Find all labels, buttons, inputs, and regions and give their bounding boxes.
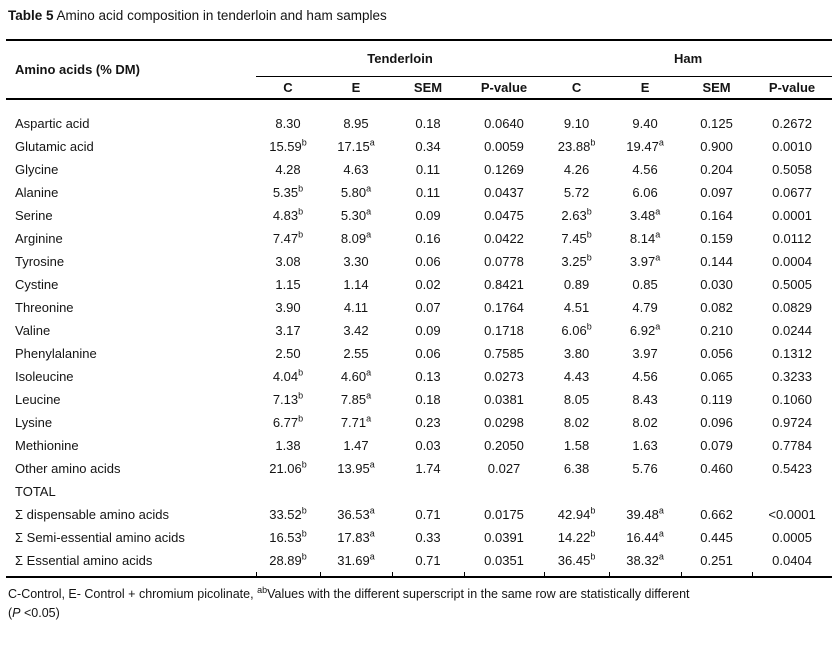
value-cell: 2.50 (275, 346, 301, 361)
value-cell: 0.159 (700, 231, 733, 246)
row-label: Leucine (15, 392, 61, 407)
table-row (6, 549, 832, 572)
table-row (6, 227, 832, 250)
value-cell: 4.79 (632, 300, 658, 315)
value-cell: 6.06 (632, 185, 658, 200)
value-cell: 42.94$^b$ (557, 505, 596, 522)
table-caption-text: Amino acid composition in tenderloin and ham samples (53, 8, 387, 23)
value-cell: 4.04$^b$ (272, 367, 304, 384)
value-cell: 0.06 (415, 346, 441, 361)
value-cell: 0.03 (415, 438, 441, 453)
superscript-b: b (586, 321, 592, 332)
value-cell: 8.02 (632, 415, 658, 430)
row-label: Tyrosine (15, 254, 65, 269)
value-cell: 38.32$^a$ (626, 551, 664, 568)
table-body (6, 99, 832, 577)
value-cell: 3.42 (343, 323, 369, 338)
value-cell (544, 480, 609, 503)
superscript-a: a (369, 459, 375, 470)
value-cell: 7.85$^a$ (340, 390, 372, 407)
value-cell: 8.05 (563, 392, 590, 407)
row-label: Σ Semi-essential amino acids (15, 530, 185, 545)
group-header-ham: Ham (544, 40, 832, 76)
table-row (6, 480, 832, 503)
value-cell: 0.2672 (772, 116, 812, 131)
value-cell: 0.460 (700, 461, 733, 476)
value-cell: 3.48$^a$ (629, 206, 661, 223)
value-cell: 3.30 (343, 254, 369, 269)
value-cell: 7.45$^b$ (561, 229, 592, 246)
value-cell: 0.2050 (484, 438, 524, 453)
value-cell: 28.89$^b$ (269, 551, 307, 568)
value-cell: 0.079 (700, 438, 733, 453)
col-header-tenderloin-pvalue: P-value (464, 76, 544, 99)
value-cell: 6.92$^a$ (629, 321, 661, 338)
value-cell: 7.13$^b$ (272, 390, 304, 407)
value-cell: 9.40 (632, 116, 658, 131)
value-cell: 0.030 (700, 277, 733, 292)
value-cell: 31.69$^a$ (337, 551, 375, 568)
value-cell: 0.164 (700, 208, 733, 223)
value-cell: 0.8421 (484, 277, 524, 292)
value-cell: 4.60$^a$ (340, 367, 372, 384)
superscript-a: a (658, 528, 664, 539)
superscript-a: a (369, 528, 375, 539)
column-tick (464, 572, 544, 577)
value-cell: 0.125 (700, 116, 733, 131)
value-cell: 0.09 (415, 323, 441, 338)
value-cell: 0.33 (415, 530, 441, 545)
superscript-b: b (586, 229, 592, 240)
value-cell: 0.9724 (772, 415, 812, 430)
value-cell: 0.7585 (484, 346, 524, 361)
row-label: Phenylalanine (15, 346, 97, 361)
value-cell: 8.09$^a$ (340, 229, 372, 246)
value-cell: 0.251 (700, 553, 733, 568)
header-spacer-row (6, 99, 832, 112)
value-cell (681, 480, 752, 503)
superscript-b: b (590, 137, 596, 148)
value-cell: 0.0351 (484, 553, 524, 568)
row-label: Alanine (15, 185, 59, 200)
value-cell: 3.90 (275, 300, 301, 315)
value-cell: 4.56 (632, 369, 658, 384)
value-cell: 0.16 (415, 231, 441, 246)
footnote-segment: <0.05) (20, 606, 60, 620)
value-cell: 0.89 (563, 277, 590, 292)
group-header-tenderloin: Tenderloin (256, 40, 544, 76)
value-cell: 7.71$^a$ (340, 413, 372, 430)
value-cell: 0.09 (415, 208, 441, 223)
amino-acid-table (6, 39, 832, 578)
value-cell: 33.52$^b$ (269, 505, 307, 522)
value-cell: 0.0404 (772, 553, 812, 568)
footnote-segment: ab (257, 584, 268, 595)
value-cell: 6.77$^b$ (272, 413, 304, 430)
col-header-ham-sem: SEM (681, 76, 752, 99)
table-caption-number: Table 5 (8, 8, 54, 23)
value-cell: 0.0437 (484, 185, 524, 200)
superscript-b: b (301, 137, 307, 148)
value-cell: 8.02 (563, 415, 590, 430)
superscript-a: a (655, 206, 661, 217)
superscript-b: b (298, 206, 304, 217)
value-cell: 14.22$^b$ (557, 528, 596, 545)
row-label: Valine (15, 323, 51, 338)
value-cell: 16.44$^a$ (626, 528, 664, 545)
value-cell: 0.18 (415, 116, 441, 131)
value-cell: 0.5005 (772, 277, 812, 292)
value-cell: 0.204 (700, 162, 733, 177)
value-cell: 0.0381 (484, 392, 524, 407)
superscript-b: b (301, 551, 307, 562)
value-cell: 1.38 (275, 438, 301, 453)
table-row (6, 411, 832, 434)
value-cell: 0.0475 (484, 208, 524, 223)
value-cell: 0.0244 (772, 323, 812, 338)
superscript-a: a (369, 551, 375, 562)
superscript-a: a (658, 137, 664, 148)
superscript-b: b (301, 528, 307, 539)
value-cell (392, 480, 464, 503)
value-cell: 0.0010 (772, 139, 812, 154)
value-cell: 4.56 (632, 162, 658, 177)
col-header-tenderloin-e: E (320, 76, 392, 99)
row-label: Glycine (15, 162, 59, 177)
value-cell: 0.1718 (484, 323, 524, 338)
value-cell: 0.0004 (772, 254, 812, 269)
value-cell: 0.5058 (772, 162, 812, 177)
row-label: Cystine (15, 277, 59, 292)
superscript-a: a (658, 505, 664, 516)
column-tick (681, 572, 752, 577)
value-cell: 0.85 (632, 277, 658, 292)
value-cell: 3.97 (632, 346, 658, 361)
value-cell: 0.13 (415, 369, 441, 384)
value-cell: 8.95 (343, 116, 369, 131)
value-cell: 17.15$^a$ (337, 137, 375, 154)
row-label: Serine (15, 208, 53, 223)
footnote-segment: P (12, 606, 21, 620)
superscript-b: b (590, 528, 596, 539)
value-cell: 0.096 (700, 415, 733, 430)
table-row (6, 365, 832, 388)
col-header-ham-e: E (609, 76, 681, 99)
superscript-b: b (586, 252, 592, 263)
value-cell: 5.80$^a$ (340, 183, 372, 200)
value-cell: 36.53$^a$ (337, 505, 375, 522)
column-tick (256, 572, 320, 577)
value-cell: 0.07 (415, 300, 441, 315)
table-row (6, 503, 832, 526)
col-header-ham-c: C (544, 76, 609, 99)
value-cell (752, 480, 832, 503)
value-cell: 5.30$^a$ (340, 206, 372, 223)
row-label: Arginine (15, 231, 63, 246)
row-label: Σ Essential amino acids (15, 553, 153, 568)
value-cell: 5.35$^b$ (272, 183, 304, 200)
value-cell: 0.0391 (484, 530, 524, 545)
footnote-segment: ( (8, 606, 13, 620)
table-row (6, 181, 832, 204)
superscript-b: b (298, 229, 304, 240)
value-cell: 0.210 (700, 323, 733, 338)
value-cell: 0.23 (415, 415, 441, 430)
superscript-b: b (586, 206, 592, 217)
superscript-a: a (366, 367, 372, 378)
value-cell: 0.0001 (772, 208, 812, 223)
value-cell: 0.0175 (484, 507, 524, 522)
value-cell (320, 480, 392, 503)
superscript-b: b (590, 505, 596, 516)
superscript-b: b (301, 459, 307, 470)
value-cell: 3.17 (275, 323, 301, 338)
row-label: Methionine (15, 438, 79, 453)
table-row (6, 526, 832, 549)
value-cell: 1.74 (415, 461, 441, 476)
value-cell: 8.43 (632, 392, 658, 407)
value-cell: 15.59$^b$ (269, 137, 307, 154)
col-header-ham-pvalue: P-value (752, 76, 832, 99)
value-cell: 0.34 (415, 139, 441, 154)
value-cell: 0.0112 (772, 231, 812, 246)
value-cell: 4.11 (343, 300, 369, 315)
value-cell: 3.80 (563, 346, 590, 361)
table-row (6, 112, 832, 135)
value-cell: 0.027 (487, 461, 521, 476)
value-cell: 0.065 (700, 369, 733, 384)
value-cell: 36.45$^b$ (557, 551, 596, 568)
value-cell: 0.02 (415, 277, 441, 292)
value-cell: 16.53$^b$ (269, 528, 307, 545)
row-label: Glutamic acid (15, 139, 94, 154)
footnote-segment: C-Control, E- Control + chromium picolinate, (8, 587, 258, 601)
bottom-rule-cell (6, 572, 256, 577)
table-row (6, 135, 832, 158)
superscript-b: b (298, 367, 304, 378)
value-cell: 39.48$^a$ (626, 505, 664, 522)
value-cell: 9.10 (563, 116, 590, 131)
superscript-b: b (301, 505, 307, 516)
column-tick (320, 572, 392, 577)
superscript-a: a (366, 183, 372, 194)
value-cell (609, 480, 681, 503)
value-cell: 4.83$^b$ (272, 206, 304, 223)
value-cell: 4.28 (275, 162, 301, 177)
value-cell: 0.0677 (772, 185, 812, 200)
value-cell: 4.43 (563, 369, 590, 384)
superscript-a: a (658, 551, 664, 562)
value-cell: 1.14 (343, 277, 369, 292)
column-tick (609, 572, 681, 577)
row-label: Aspartic acid (15, 116, 90, 131)
value-cell: 0.5423 (772, 461, 812, 476)
value-cell: 0.71 (415, 553, 441, 568)
table-row (6, 296, 832, 319)
superscript-b: b (298, 183, 304, 194)
table-caption (8, 7, 832, 24)
superscript-a: a (366, 413, 372, 424)
value-cell: 0.0640 (484, 116, 524, 131)
value-cell: 6.06$^b$ (561, 321, 592, 338)
table-row (6, 250, 832, 273)
superscript-b: b (298, 390, 304, 401)
value-cell: 0.0298 (484, 415, 524, 430)
column-tick (752, 572, 832, 577)
value-cell: 0.0778 (484, 254, 524, 269)
table-row (6, 319, 832, 342)
value-cell: 3.25$^b$ (561, 252, 592, 269)
superscript-a: a (369, 137, 375, 148)
table-row (6, 204, 832, 227)
value-cell: 19.47$^a$ (626, 137, 664, 154)
superscript-a: a (366, 229, 372, 240)
value-cell: 5.72 (563, 185, 590, 200)
value-cell: 0.056 (700, 346, 733, 361)
superscript-a: a (655, 321, 661, 332)
value-cell: 23.88$^b$ (557, 137, 596, 154)
superscript-a: a (369, 505, 375, 516)
value-cell: 0.7784 (772, 438, 812, 453)
value-cell: 1.15 (275, 277, 301, 292)
value-cell: 0.71 (415, 507, 441, 522)
value-cell (464, 480, 544, 503)
value-cell: 0.900 (700, 139, 733, 154)
value-cell: 6.38 (563, 461, 590, 476)
value-cell: 0.1312 (772, 346, 812, 361)
value-cell: <0.0001 (768, 507, 816, 522)
value-cell: 0.1269 (484, 162, 524, 177)
value-cell: 0.0829 (772, 300, 812, 315)
value-cell: 1.47 (343, 438, 369, 453)
value-cell: 0.0059 (484, 139, 524, 154)
value-cell: 3.08 (275, 254, 301, 269)
superscript-b: b (298, 413, 304, 424)
superscript-a: a (366, 206, 372, 217)
value-cell: 0.119 (700, 392, 733, 407)
value-cell: 0.1060 (772, 392, 812, 407)
value-cell: 7.47$^b$ (272, 229, 304, 246)
value-cell: 0.097 (700, 185, 733, 200)
row-label: Σ dispensable amino acids (15, 507, 170, 522)
footnote-segment: Values with the different superscript in the same row are statistically different (267, 587, 690, 601)
superscript-a: a (655, 252, 661, 263)
value-cell: 1.63 (632, 438, 658, 453)
value-cell: 0.18 (415, 392, 441, 407)
col-header-tenderloin-c: C (256, 76, 320, 99)
table-row (6, 273, 832, 296)
value-cell: 21.06$^b$ (269, 459, 307, 476)
value-cell: 0.11 (415, 162, 441, 177)
value-cell (256, 480, 320, 503)
value-cell: 8.14$^a$ (629, 229, 661, 246)
superscript-b: b (590, 551, 596, 562)
table-footnote (8, 585, 830, 623)
value-cell: 2.63$^b$ (561, 206, 592, 223)
col-header-tenderloin-sem: SEM (392, 76, 464, 99)
row-header-amino-acids: Amino acids (% DM) (6, 40, 256, 99)
row-label: TOTAL (15, 484, 56, 499)
value-cell: 13.95$^a$ (337, 459, 375, 476)
table-row (6, 388, 832, 411)
value-cell: 0.662 (700, 507, 733, 522)
bottom-rule-row (6, 572, 832, 577)
column-tick (544, 572, 609, 577)
value-cell: 8.30 (275, 116, 301, 131)
value-cell: 0.1764 (484, 300, 524, 315)
value-cell: 0.445 (700, 530, 733, 545)
row-label: Threonine (15, 300, 74, 315)
value-cell: 4.26 (563, 162, 590, 177)
row-label: Other amino acids (15, 461, 121, 476)
value-cell: 4.51 (563, 300, 590, 315)
value-cell: 2.55 (343, 346, 369, 361)
value-cell: 0.082 (700, 300, 733, 315)
group-header-row (6, 40, 832, 76)
value-cell: 0.3233 (772, 369, 812, 384)
value-cell: 0.0422 (484, 231, 524, 246)
superscript-a: a (655, 229, 661, 240)
value-cell: 5.76 (632, 461, 658, 476)
value-cell: 4.63 (343, 162, 369, 177)
table-row (6, 158, 832, 181)
value-cell: 0.06 (415, 254, 441, 269)
table-row (6, 457, 832, 480)
column-tick (392, 572, 464, 577)
row-label: Isoleucine (15, 369, 74, 384)
superscript-a: a (366, 390, 372, 401)
value-cell: 0.0273 (484, 369, 524, 384)
table-row (6, 342, 832, 365)
row-label: Lysine (15, 415, 53, 430)
value-cell: 1.58 (563, 438, 590, 453)
value-cell: 3.97$^a$ (629, 252, 661, 269)
table-row (6, 434, 832, 457)
value-cell: 0.144 (700, 254, 733, 269)
value-cell: 0.11 (415, 185, 441, 200)
spacer (6, 99, 832, 112)
value-cell: 17.83$^a$ (337, 528, 375, 545)
value-cell: 0.0005 (772, 530, 812, 545)
